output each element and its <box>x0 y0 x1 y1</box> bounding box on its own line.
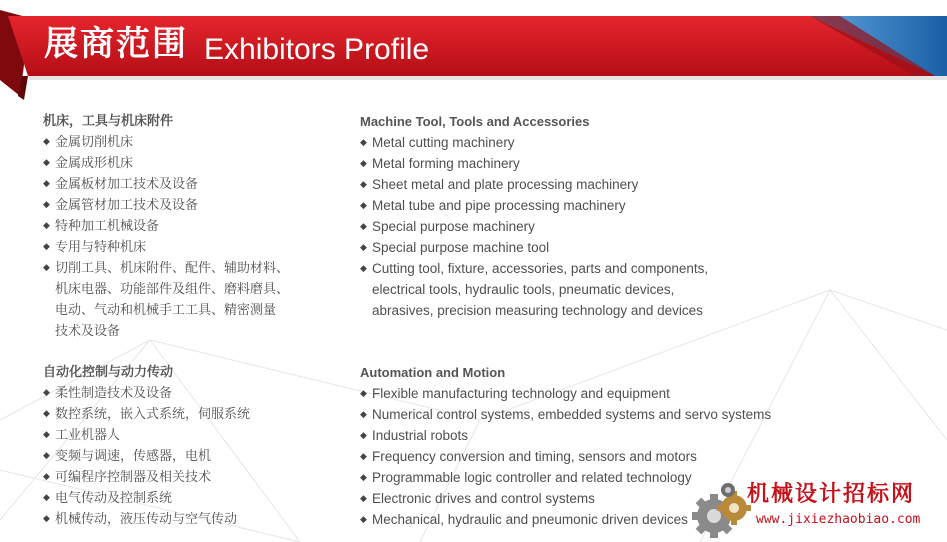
item-list <box>43 383 250 530</box>
section-machine-zh <box>43 111 289 342</box>
item-list <box>43 132 289 342</box>
list-item: ◆ Metal forming machinery <box>360 153 708 174</box>
list-item: ◆ 可编程序控制器及相关技术 <box>43 467 250 488</box>
bullet-icon: ◆ <box>360 514 367 524</box>
bullet-icon: ◆ <box>43 179 50 189</box>
list-item: ◆ Metal cutting machinery <box>360 132 708 153</box>
bullet-icon: ◆ <box>43 430 50 440</box>
list-item: ◆ Frequency conversion and timing, sensors and motors <box>360 446 771 467</box>
item-list <box>360 132 708 321</box>
list-item: ◆ 专用与特种机床 <box>43 237 289 258</box>
list-item: ◆ 数控系统，嵌入式系统，伺服系统 <box>43 404 250 425</box>
page-title-zh: 展商范围 <box>44 24 188 64</box>
list-item: ◆ Metal tube and pipe processing machinery <box>360 195 708 216</box>
list-item: ◆ 特种加工机械设备 <box>43 216 289 237</box>
list-item: ◆ Mechanical, hydraulic and pneumonic driven devices <box>360 509 771 530</box>
bullet-icon: ◆ <box>360 472 367 482</box>
bullet-icon: ◆ <box>43 158 50 168</box>
list-item: ◆ Special purpose machine tool <box>360 237 708 258</box>
list-item: ◆ Special purpose machinery <box>360 216 708 237</box>
list-item: ◆ 变频与调速，传感器，电机 <box>43 446 250 467</box>
section-title: Automation and Motion <box>360 365 506 380</box>
list-item: ◆ Electronic drives and control systems <box>360 488 771 509</box>
section-title: 自动化控制与动力传动 <box>43 365 174 380</box>
watermark-url: www.jixiezhaobiao.com <box>756 512 921 527</box>
bullet-icon: ◆ <box>360 242 367 252</box>
section-machine-en <box>360 111 708 321</box>
bullet-icon: ◆ <box>43 200 50 210</box>
bullet-icon: ◆ <box>360 179 367 189</box>
gears-icon <box>692 483 751 538</box>
bullet-icon: ◆ <box>360 263 367 273</box>
list-item: ◆ 金属成形机床 <box>43 153 289 174</box>
bullet-icon: ◆ <box>43 451 50 461</box>
list-item: ◆ 机械传动，液压传动与空气传动 <box>43 509 250 530</box>
list-item: ◆ Numerical control systems, embedded systems and servo systems <box>360 404 771 425</box>
bullet-icon: ◆ <box>360 430 367 440</box>
list-item: ◆ Industrial robots <box>360 425 771 446</box>
watermark-title: 机械设计招标网 <box>747 481 916 507</box>
bullet-icon: ◆ <box>360 221 367 231</box>
bullet-icon: ◆ <box>43 472 50 482</box>
bullet-icon: ◆ <box>43 263 50 273</box>
bullet-icon: ◆ <box>360 409 367 419</box>
list-item: ◆ Sheet metal and plate processing machinery <box>360 174 708 195</box>
list-item: ◆ 金属板材加工技术及设备 <box>43 174 289 195</box>
bullet-icon: ◆ <box>43 388 50 398</box>
page-title-en: Exhibitors Profile <box>204 33 430 66</box>
section-automation-zh <box>43 362 250 530</box>
bullet-icon: ◆ <box>43 137 50 147</box>
bullet-icon: ◆ <box>43 221 50 231</box>
bullet-icon: ◆ <box>360 493 367 503</box>
list-item: ◆ 切削工具、机床附件、配件、辅助材料、 机床电器、功能部件及组件、磨料磨具、 电动、气动和机械手工工具、精密测量 技术及设备 <box>43 258 289 342</box>
bullet-icon: ◆ <box>43 514 50 524</box>
bullet-icon: ◆ <box>43 242 50 252</box>
section-title: Machine Tool, Tools and Accessories <box>360 114 590 129</box>
list-item: ◆ 金属管材加工技术及设备 <box>43 195 289 216</box>
section-title: 机床，工具与机床附件 <box>43 114 174 129</box>
list-item: ◆ Cutting tool, fixture, accessories, parts and components, electrical tools, hydraulic tools, pneumatic devices, abrasives, precision measuring technology and devices <box>360 258 708 321</box>
bullet-icon: ◆ <box>360 200 367 210</box>
bullet-icon: ◆ <box>43 493 50 503</box>
list-item: ◆ 柔性制造技术及设备 <box>43 383 250 404</box>
bullet-icon: ◆ <box>360 451 367 461</box>
list-item: ◆ Flexible manufacturing technology and equipment <box>360 383 771 404</box>
list-item: ◆ Programmable logic controller and related technology <box>360 467 771 488</box>
bullet-icon: ◆ <box>360 158 367 168</box>
bullet-icon: ◆ <box>43 409 50 419</box>
list-item: ◆ 电气传动及控制系统 <box>43 488 250 509</box>
bullet-icon: ◆ <box>360 388 367 398</box>
list-item: ◆ 金属切削机床 <box>43 132 289 153</box>
bullet-icon: ◆ <box>360 137 367 147</box>
list-item: ◆ 工业机器人 <box>43 425 250 446</box>
